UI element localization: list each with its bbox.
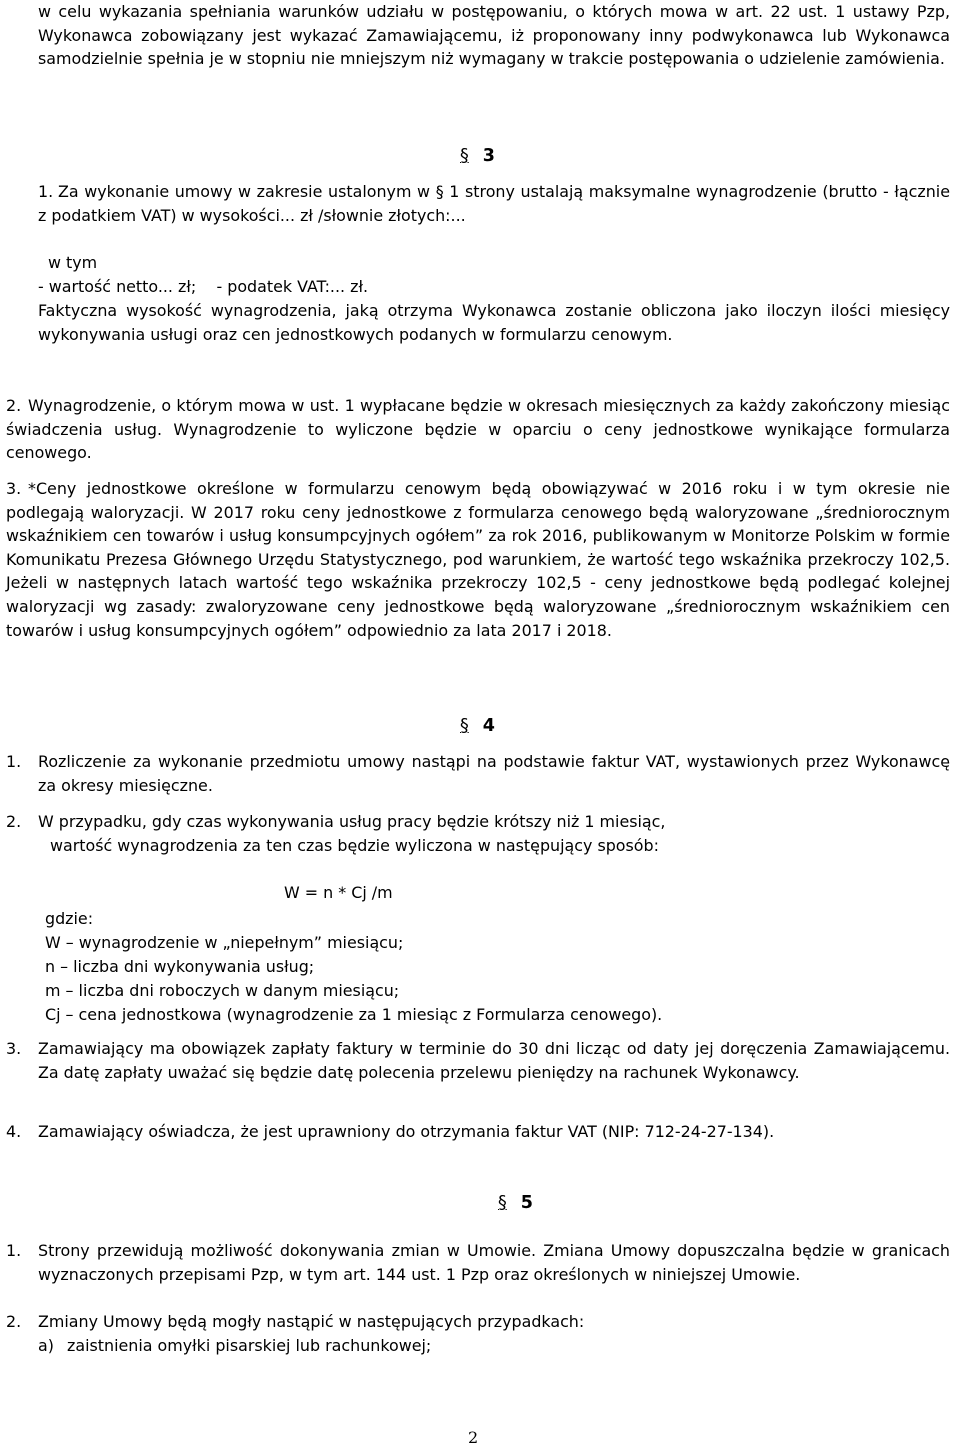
page-number: 2: [468, 1428, 479, 1447]
section-symbol: §: [460, 716, 469, 736]
s3-paragraph-2: [6, 394, 950, 465]
section-number: 5: [520, 1193, 533, 1213]
paragraph-text: Zamawiający ma obowiązek zapłaty faktury w terminie do 30 dni licząc od daty jej doręczenia Zamawiającemu. Za datę zapłaty uważać się będzie datę polecenia przelewu pieniędzy na rachunek Wykonawcy.: [38, 1039, 950, 1082]
def-m: m – liczba dni roboczych w danym miesiącu;: [45, 981, 400, 1000]
def-cj: Cj – cena jednostkowa (wynagrodzenie za 1 miesiąc z Formularza cenowego).: [45, 1005, 663, 1024]
s4-paragraph-1: [6, 750, 950, 797]
paragraph-number: 2.: [6, 396, 22, 415]
s4-paragraph-3: [6, 1037, 950, 1084]
section-symbol: §: [460, 146, 469, 166]
def-n: n – liczba dni wykonywania usług;: [45, 957, 315, 976]
section-number: 3: [482, 146, 495, 166]
paragraph-number: 1.: [6, 752, 22, 771]
paragraph-number: 1.: [6, 1241, 22, 1260]
formula: W = n * Cj /m: [284, 883, 393, 902]
item-text: zaistnienia omyłki pisarskiej lub rachunkowej;: [67, 1336, 432, 1355]
section-5-heading: [498, 1192, 533, 1216]
paragraph-text: *Ceny jednostkowe określone w formularzu cenowym będą obowiązywać w 2016 roku i w tym okresie nie podlegają waloryzacji. W 2017 roku ceny jednostkowe z formularza cenowego będą waloryzowane „średniorocznym wskaźnikiem cen towarów i usług konsumpcyjnych ogółem” za rok 2016, publikowanym w Monitorze Polskim w formie Komunikatu Prezesa Głównego Urzędu Statystycznego, pod warunkiem, że wartość tego wskaźnika przekroczy 102,5. Jeżeli w następnych latach wartość tego wskaźnika przekroczy 102,5 - ceny jednostkowe będą podlegać kolejnej waloryzacji wg zasady: zwaloryzowane ceny jednostkowe będą waloryzowane „średniorocznym wskaźnikiem cen towarów i usług konsumpcyjnych ogółem” odpowiednio za lata 2017 i 2018.: [6, 479, 950, 640]
paragraph-text: Za wykonanie umowy w zakresie ustalonym w § 1 strony ustalają maksymalne wynagrodzenie (brutto - łącznie z podatkiem VAT) w wysokości... zł /słownie złotych:...: [38, 182, 950, 225]
intro-paragraph: w celu wykazania spełniania warunków udziału w postępowaniu, o których mowa w art. 22 ust. 1 ustawy Pzp, Wykonawca zobowiązany jest wykazać Zamawiającemu, iż proponowany inny podwykonawca lub Wykonawca samodzielnie spełnia je w stopniu nie mniejszym niż wymagany w trakcie postępowania o udzielenie zamówienia.: [38, 2, 950, 69]
paragraph-number: 3.: [6, 479, 22, 498]
s3-line-netto: - wartość netto... zł; - podatek VAT:... zł.: [38, 277, 369, 296]
paragraph-text: Zmiany Umowy będą mogły nastąpić w następujących przypadkach:: [38, 1312, 585, 1331]
formula-where: gdzie:: [45, 909, 94, 928]
document-page: [6, 0, 950, 1448]
section-symbol: §: [498, 1193, 507, 1213]
item-label: a): [38, 1336, 54, 1355]
section-4-heading: [460, 715, 495, 739]
s5-item-a: [38, 1334, 431, 1358]
paragraph-number: 4.: [6, 1122, 22, 1141]
s3-line-w-tym: w tym: [48, 253, 98, 272]
def-w: W – wynagrodzenie w „niepełnym” miesiącu;: [45, 933, 404, 952]
paragraph-number: 1.: [38, 182, 54, 201]
paragraph-number: 2.: [6, 812, 22, 831]
s3-paragraph-1: [38, 180, 950, 227]
s3-paragraph-3: [6, 477, 950, 642]
paragraph-text: Strony przewidują możliwość dokonywania zmian w Umowie. Zmiana Umowy dopuszczalna będzie w granicach wyznaczonych przepisami Pzp, w tym art. 144 ust. 1 Pzp oraz określonych w niniejszej Umowie.: [38, 1241, 950, 1284]
paragraph-number: 3.: [6, 1039, 22, 1058]
s3-paragraph-1-cont: Faktyczna wysokość wynagrodzenia, jaką otrzyma Wykonawca zostanie obliczona jako iloczyn ilości miesięcy wykonywania usługi oraz cen jednostkowych podanych w formularzu cenowym.: [38, 301, 950, 344]
s4-paragraph-2-cont: wartość wynagrodzenia za ten czas będzie wyliczona w następujący sposób:: [50, 836, 659, 855]
paragraph-number: 2.: [6, 1312, 22, 1331]
section-number: 4: [482, 716, 495, 736]
s5-paragraph-1: [6, 1239, 950, 1286]
paragraph-text: Rozliczenie za wykonanie przedmiotu umowy nastąpi na podstawie faktur VAT, wystawionych przez Wykonawcę za okresy miesięczne.: [38, 752, 950, 795]
paragraph-text: W przypadku, gdy czas wykonywania usług pracy będzie krótszy niż 1 miesiąc,: [38, 812, 666, 831]
paragraph-text: Wynagrodzenie, o którym mowa w ust. 1 wypłacane będzie w okresach miesięcznych za każdy zakończony miesiąc świadczenia usług. Wynagrodzenie to wyliczone będzie w oparciu o ceny jednostkowe wynikające formularza cenowego.: [6, 396, 950, 463]
s5-paragraph-2: [6, 1310, 950, 1334]
s4-paragraph-2: [6, 810, 950, 834]
paragraph-text: Zamawiający oświadcza, że jest uprawniony do otrzymania faktur VAT (NIP: 712-24-27-134).: [38, 1122, 775, 1141]
s4-paragraph-4: [6, 1120, 950, 1144]
section-3-heading: [460, 145, 495, 169]
